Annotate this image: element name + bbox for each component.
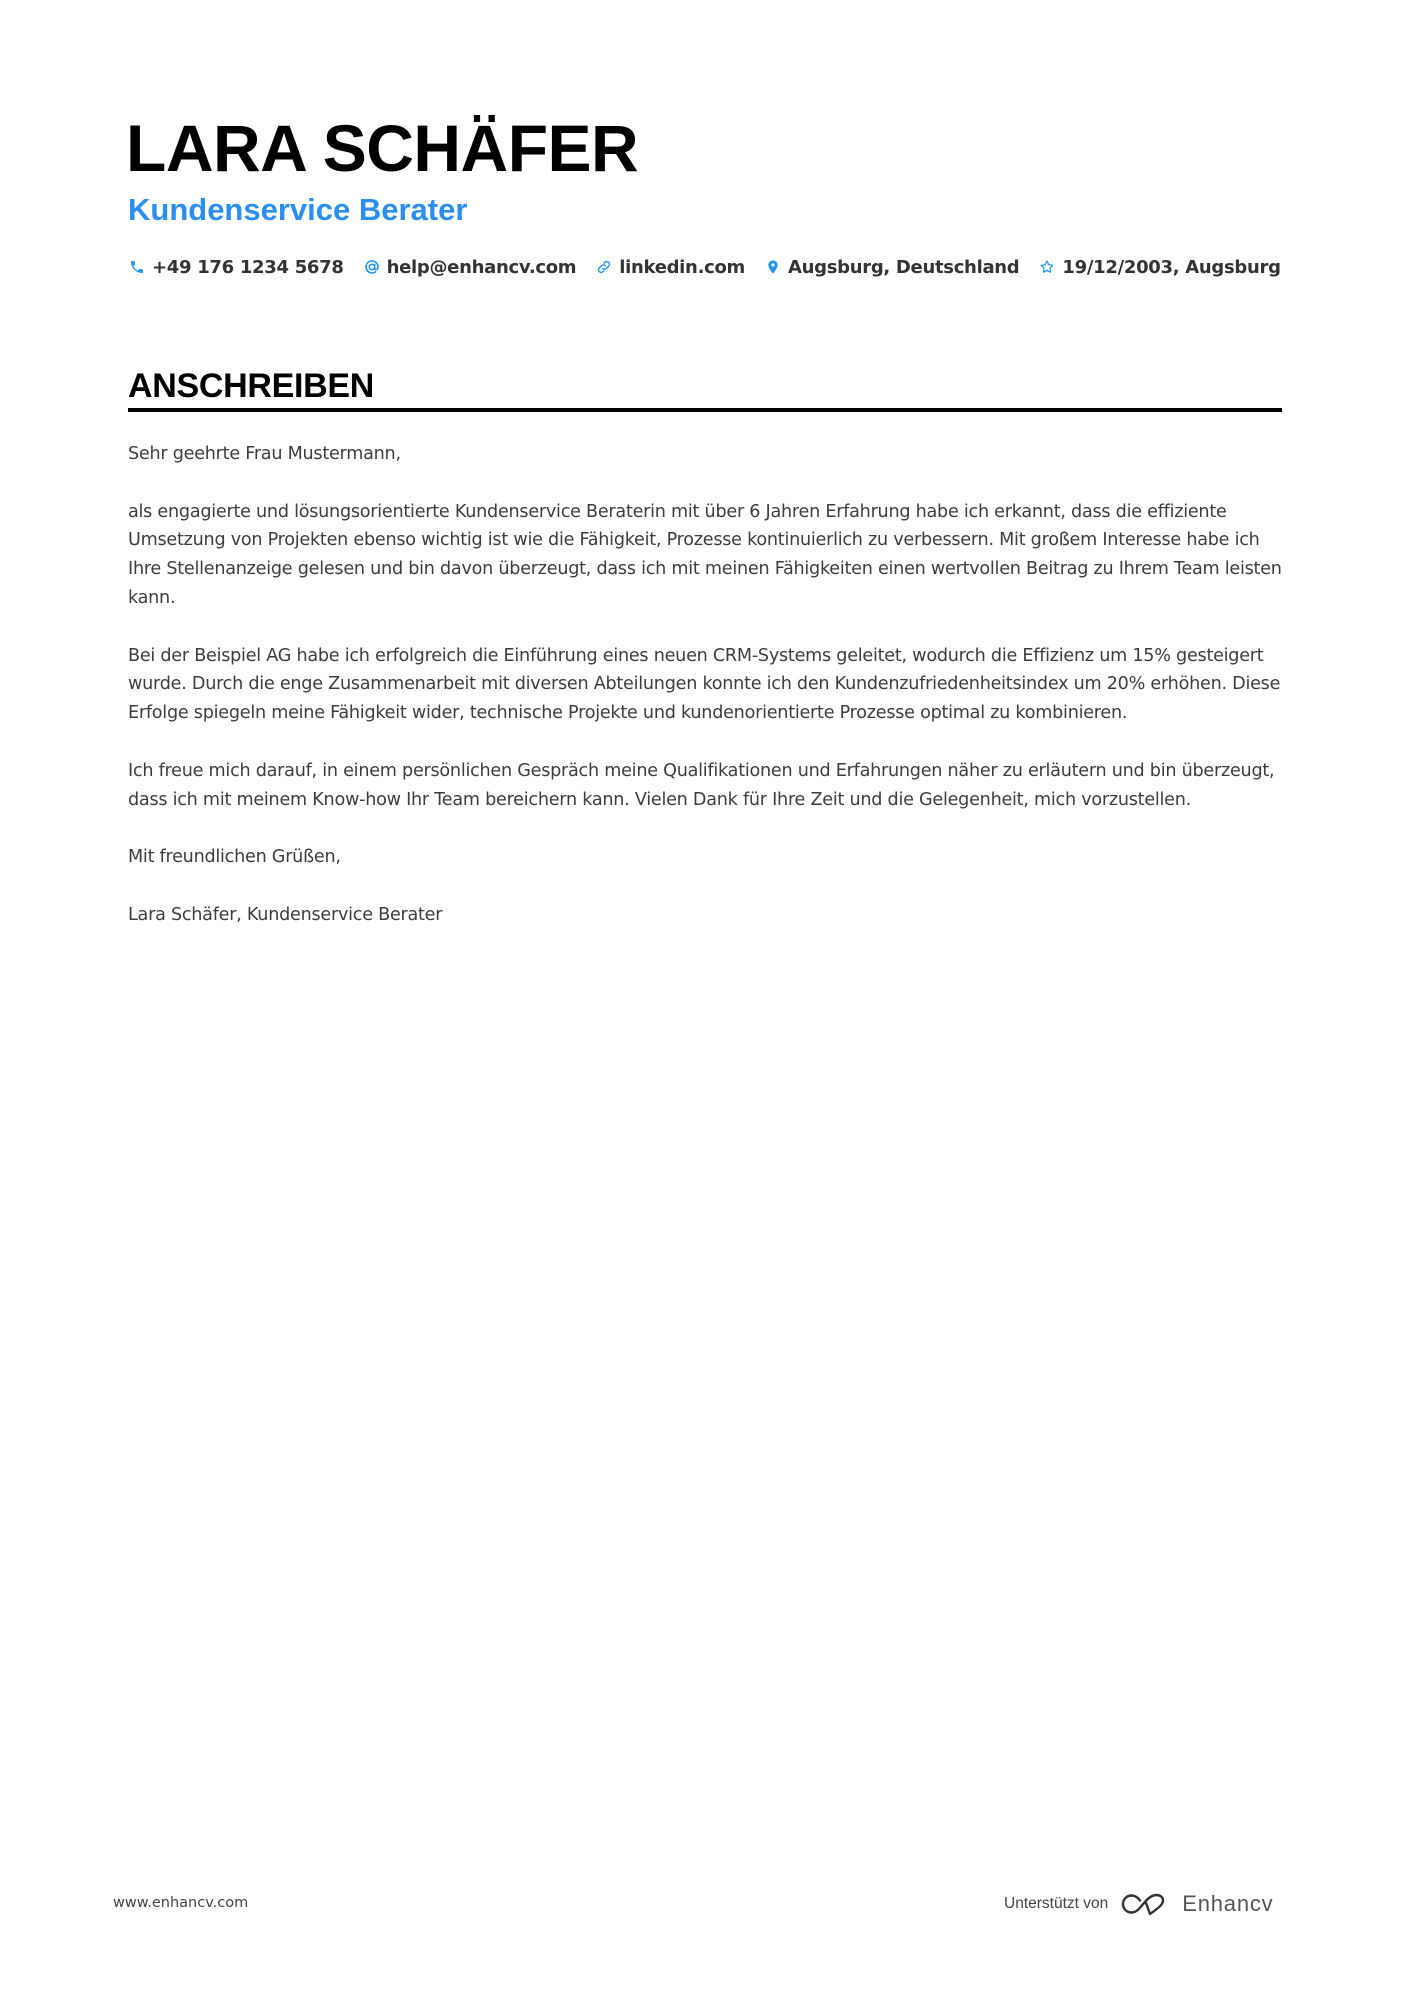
contact-email-text: help@enhancv.com [386,256,577,278]
letter-signature: Lara Schäfer, Kundenservice Berater [128,904,443,925]
letter-paragraph: Bei der Beispiel AG habe ich erfolgreich die Einführung eines neuen CRM-Systems geleitet, wodurch die Effizienz um 15% gesteigert wurde. Durch die enge Zusammenarbeit mit diversen Abteilungen konnte ich den Kundenzufriedenheitsindex um 20% erhöhen. Diese Erfolge spiegeln meine Fähigkeit wider, technische Projekte und kundenorientierte Prozesse optimal zu kombinieren. [128,645,1281,724]
enhancv-brand-name: Enhancv [1182,1891,1274,1916]
applicant-name: LARA SCHÄFER [126,111,639,185]
letter-body [128,440,1293,958]
at-icon [363,258,381,276]
job-title: Kundenservice Berater [128,192,468,227]
contact-birth [1038,257,1280,278]
phone-icon [128,258,146,276]
powered-by[interactable] [1004,1890,1273,1918]
enhancv-logo-icon [1120,1891,1168,1917]
location-pin-icon [764,258,782,276]
link-icon [595,258,613,276]
letter-salutation: Sehr geehrte Frau Mustermann, [128,444,401,464]
section-heading: ANSCHREIBEN [128,367,375,405]
contact-location [764,257,1019,278]
contact-phone [128,257,344,278]
contact-info-row [128,253,1300,281]
contact-linkedin-text: linkedin.com [619,256,745,278]
contact-birth-text: 19/12/2003, Augsburg [1062,256,1281,278]
section-divider [128,408,1282,412]
letter-paragraph: Ich freue mich darauf, in einem persönlichen Gespräch meine Qualifikationen und Erfahrungen näher zu erläutern und bin überzeugt, dass ich mit meinem Know-how Ihr Team bereichern kann. Vielen Dank für Ihre Zeit und die Gelegenheit, mich vorzustellen. [128,760,1275,810]
powered-by-label: Unterstützt von [1004,1895,1109,1912]
contact-location-text: Augsburg, Deutschland [788,256,1020,278]
contact-phone-text: +49 176 1234 5678 [152,256,344,278]
contact-linkedin[interactable] [595,257,745,278]
letter-closing: Mit freundlichen Grüßen, [128,847,341,868]
footer-website-link[interactable]: www.enhancv.com [113,1895,249,1911]
contact-email[interactable] [363,257,577,278]
letter-paragraph: als engagierte und lösungsorientierte Kundenservice Beraterin mit über 6 Jahren Erfahrung habe ich erkannt, dass die effiziente Umsetzung von Projekten ebenso wichtig ist wie die Fähigkeit, Prozesse kontinuierlich zu verbessern. Mit großem Interesse habe ich Ihre Stellenanzeige gelesen und bin davon überzeugt, dass ich mit meinen Fähigkeiten einen wertvollen Beitrag zu Ihrem Team leisten kann. [128,501,1282,608]
star-icon [1038,258,1056,276]
